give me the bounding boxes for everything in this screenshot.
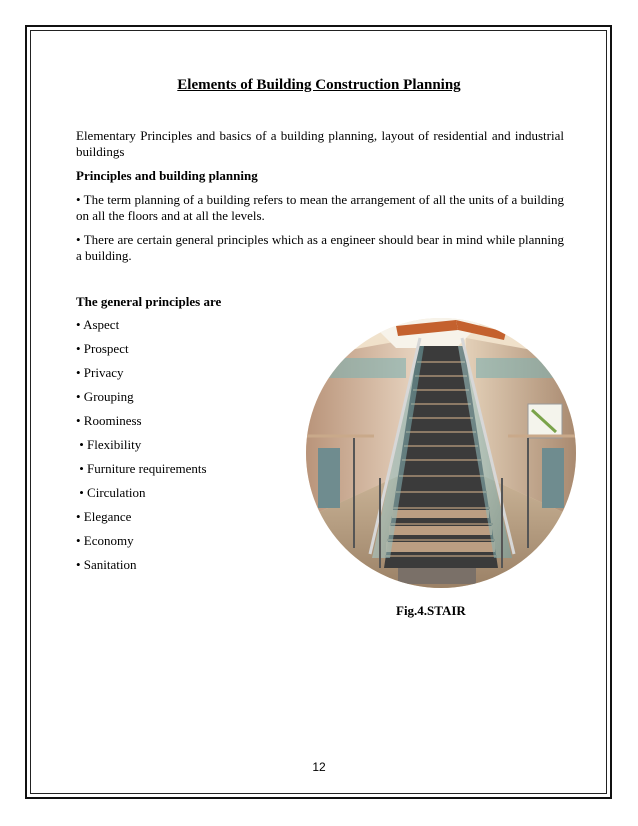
list-item: • Prospect (76, 341, 129, 356)
planning-definition-paragraph: • The term planning of a building refers to mean the arrangement of all the units of a building on all the floors and at all the levels. (76, 192, 564, 223)
intro-paragraph: Elementary Principles and basics of a building planning, layout of residential and industrial buildings (76, 128, 564, 159)
list-item: • Privacy (76, 365, 124, 380)
figure-caption: Fig.4.STAIR (396, 603, 466, 618)
list-item: • Roominess (76, 413, 142, 428)
section-heading: Principles and building planning (76, 168, 258, 183)
principles-list (76, 317, 207, 581)
list-item: • Elegance (76, 509, 132, 524)
list-item: • Sanitation (76, 557, 137, 572)
stair-photo (306, 318, 576, 588)
document-title: Elements of Building Construction Planning (177, 77, 461, 93)
general-principles-paragraph: • There are certain general principles which as a engineer should bear in mind while planning a building. (76, 232, 564, 263)
list-item: • Circulation (76, 485, 146, 500)
list-item: • Furniture requirements (76, 461, 207, 476)
list-item: • Flexibility (76, 437, 142, 452)
list-item: • Grouping (76, 389, 134, 404)
list-item: • Aspect (76, 317, 120, 332)
list-item: • Economy (76, 533, 134, 548)
principles-heading: The general principles are (76, 294, 222, 309)
page-number: 12 (312, 760, 326, 774)
